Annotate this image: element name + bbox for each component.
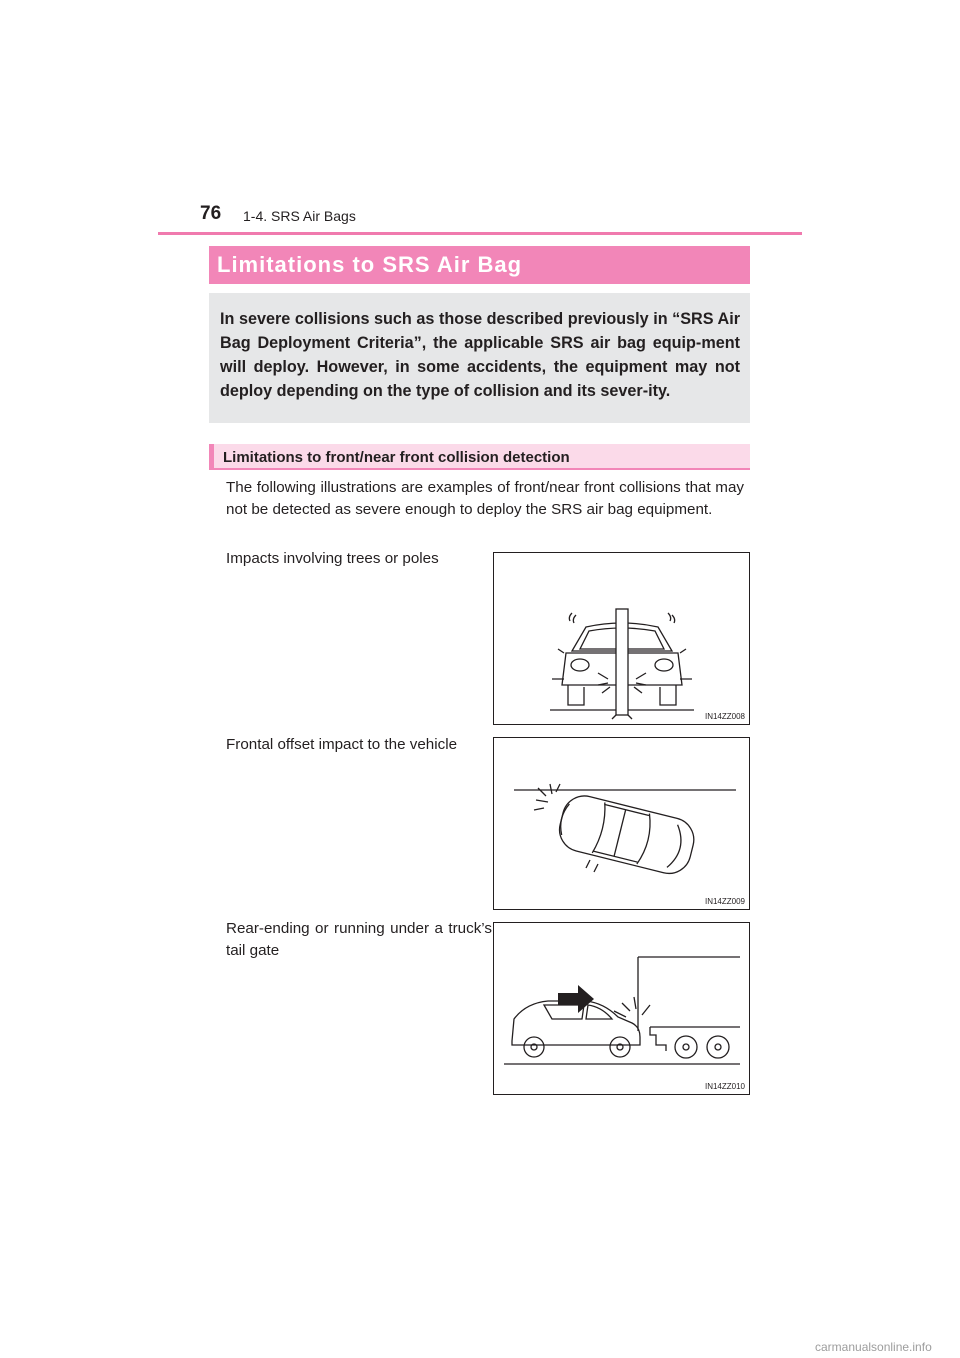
figure-code: IN14ZZ009 bbox=[704, 897, 745, 906]
subheading-accent bbox=[209, 444, 214, 470]
section-label: 1-4. SRS Air Bags bbox=[243, 208, 356, 224]
caption-offset-impact: Frontal offset impact to the vehicle bbox=[226, 736, 458, 753]
figure-truck-underride bbox=[493, 922, 750, 1095]
caption-truck-underride: Rear-ending or running under a truck’s tail gate bbox=[226, 920, 492, 959]
intro-box bbox=[209, 293, 750, 423]
figure-code: IN14ZZ010 bbox=[704, 1082, 745, 1091]
body-paragraph: The following illustrations are examples of front/near front collisions that may not be detected as severe enough to deploy the SRS air bag equipment. bbox=[226, 479, 744, 518]
page-title: Limitations to SRS Air Bag bbox=[209, 246, 750, 284]
figure-offset-impact bbox=[493, 737, 750, 910]
intro-text: In severe collisions such as those described previously in “SRS Air Bag Deployment Criteria”, the applicable SRS air bag equip-ment will deploy. However, in some accidents, the equipment may not deploy depending on the type of collision and its sever-ity. bbox=[220, 310, 740, 400]
figure-code: IN14ZZ008 bbox=[704, 712, 745, 721]
watermark: carmanualsonline.info bbox=[815, 1340, 932, 1354]
pole-impact-icon bbox=[494, 553, 751, 726]
page-number: 76 bbox=[200, 203, 222, 224]
caption-pole-impact: Impacts involving trees or poles bbox=[226, 550, 439, 567]
figure-pole-impact bbox=[493, 552, 750, 725]
offset-impact-icon bbox=[494, 738, 751, 911]
truck-underride-icon bbox=[494, 923, 751, 1096]
subheading: Limitations to front/near front collision detection bbox=[223, 449, 570, 466]
header-divider bbox=[158, 232, 802, 235]
